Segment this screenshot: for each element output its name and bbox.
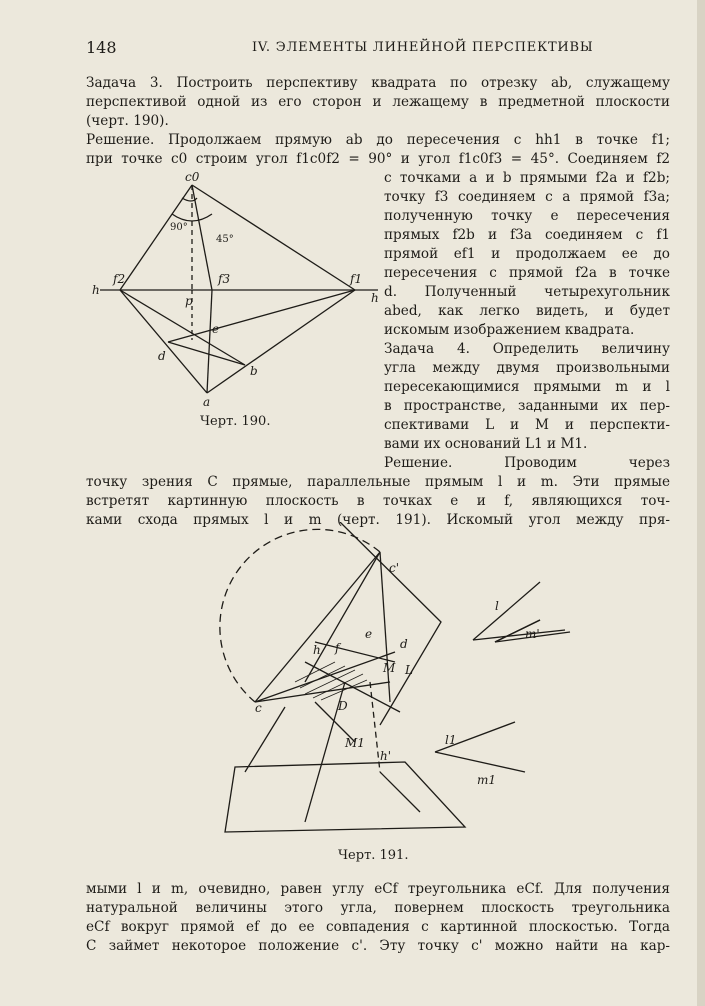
label-b: b <box>250 364 258 378</box>
label-c-prime: c' <box>389 561 400 575</box>
text-line: пересекающимися прямыми m и l <box>384 379 670 395</box>
label-d: d <box>400 637 408 651</box>
label-e: e <box>212 322 220 336</box>
label-c0: c0 <box>185 170 200 184</box>
label-f: f <box>335 641 340 655</box>
figure-190-caption: Черт. 190. <box>200 414 271 429</box>
text-line: прямых f2b и f3a соединяем с f1 <box>384 227 670 243</box>
label-f1: f1 <box>350 272 363 286</box>
text-line: в пространстве, заданными их пер- <box>384 398 670 414</box>
text-line: точку f3 соединяем с a прямой f3a; <box>384 189 670 205</box>
label-l: l <box>495 599 499 613</box>
text-line: пересечения с прямой f2a в точке <box>384 265 670 281</box>
label-p: p <box>185 294 193 308</box>
label-l1: l1 <box>445 733 457 747</box>
label-f2: f2 <box>113 272 126 286</box>
text-line: abed, как легко видеть, и будет <box>384 303 670 319</box>
figure-190-drawing <box>80 170 380 440</box>
label-a: a <box>203 395 211 409</box>
label-h: h <box>313 643 321 657</box>
text-line: Задача 4. Определить величину <box>384 341 670 357</box>
label-M: M <box>383 661 396 675</box>
text-line: полученную точку e пересечения <box>384 208 670 224</box>
figure-191-caption: Черт. 191. <box>338 848 409 863</box>
text-line: Задача 3. Построить перспективу квадрата по отрезку ab, служащему <box>86 75 670 91</box>
label-D: D <box>338 699 348 713</box>
label-m1: m1 <box>477 773 497 787</box>
page-edge <box>697 0 705 1006</box>
label-h-right: h <box>371 291 379 305</box>
text-line: мыми l и m, очевидно, равен углу eCf треугольника eCf. Для получения <box>86 881 670 897</box>
label-L: L <box>405 663 413 677</box>
label-f3: f3 <box>218 272 231 286</box>
text-line: перспективой одной из его сторон и лежащему в предметной плоскости <box>86 94 670 110</box>
text-line: прямой ef1 и продолжаем ее до <box>384 246 670 262</box>
label-e: e <box>365 627 373 641</box>
text-line: с точками a и b прямыми f2a и f2b; <box>384 170 670 186</box>
text-line: точку зрения C прямые, параллельные прямым l и m. Эти прямые <box>86 474 670 490</box>
text-line: при точке c0 строим угол f1c0f2 = 90° и угол f1c0f3 = 45°. Соединяем f2 <box>86 151 670 167</box>
figure-190 <box>80 170 380 440</box>
text-line: искомым изображением квадрата. <box>384 322 635 338</box>
text-line: d. Полученный четырехугольник <box>384 284 670 300</box>
text-line: угла между двумя произвольными <box>384 360 670 376</box>
text-line: ками схода прямых l и m (черт. 191). Искомый угол между пря- <box>86 512 670 528</box>
text-line: вами их оснований L1 и M1. <box>384 436 588 452</box>
text-line: (черт. 190). <box>86 113 169 129</box>
figure-191-drawing <box>195 522 675 834</box>
figure-191 <box>195 522 675 834</box>
label-45: 45° <box>216 234 234 245</box>
text-line: встретят картинную плоскость в точках e и f, являющихся точ- <box>86 493 670 509</box>
running-head: IV. ЭЛЕМЕНТЫ ЛИНЕЙНОЙ ПЕРСПЕКТИВЫ <box>252 40 594 55</box>
label-90: 90° <box>170 222 188 233</box>
label-c: c <box>255 701 262 715</box>
label-h-prime: h' <box>380 749 392 763</box>
page-number: 148 <box>86 38 117 57</box>
text-line: спективами L и M и перспекти- <box>384 417 670 433</box>
label-m-prime: m' <box>525 627 540 641</box>
text-line: eCf вокруг прямой ef до ее совпадения с картинной плоскостью. Тогда <box>86 919 670 935</box>
label-M1: M1 <box>345 736 365 750</box>
text-line: Решение. Продолжаем прямую ab до пересечения с hh1 в точке f1; <box>86 132 670 148</box>
label-h-left: h <box>92 283 100 297</box>
text-line: C займет некоторое положение c'. Эту точку c' можно найти на кар- <box>86 938 670 954</box>
text-line: Решение. Проводим через <box>384 455 670 471</box>
text-line: натуральной величины этого угла, повернем плоскость треугольника <box>86 900 670 916</box>
label-d: d <box>158 349 166 363</box>
